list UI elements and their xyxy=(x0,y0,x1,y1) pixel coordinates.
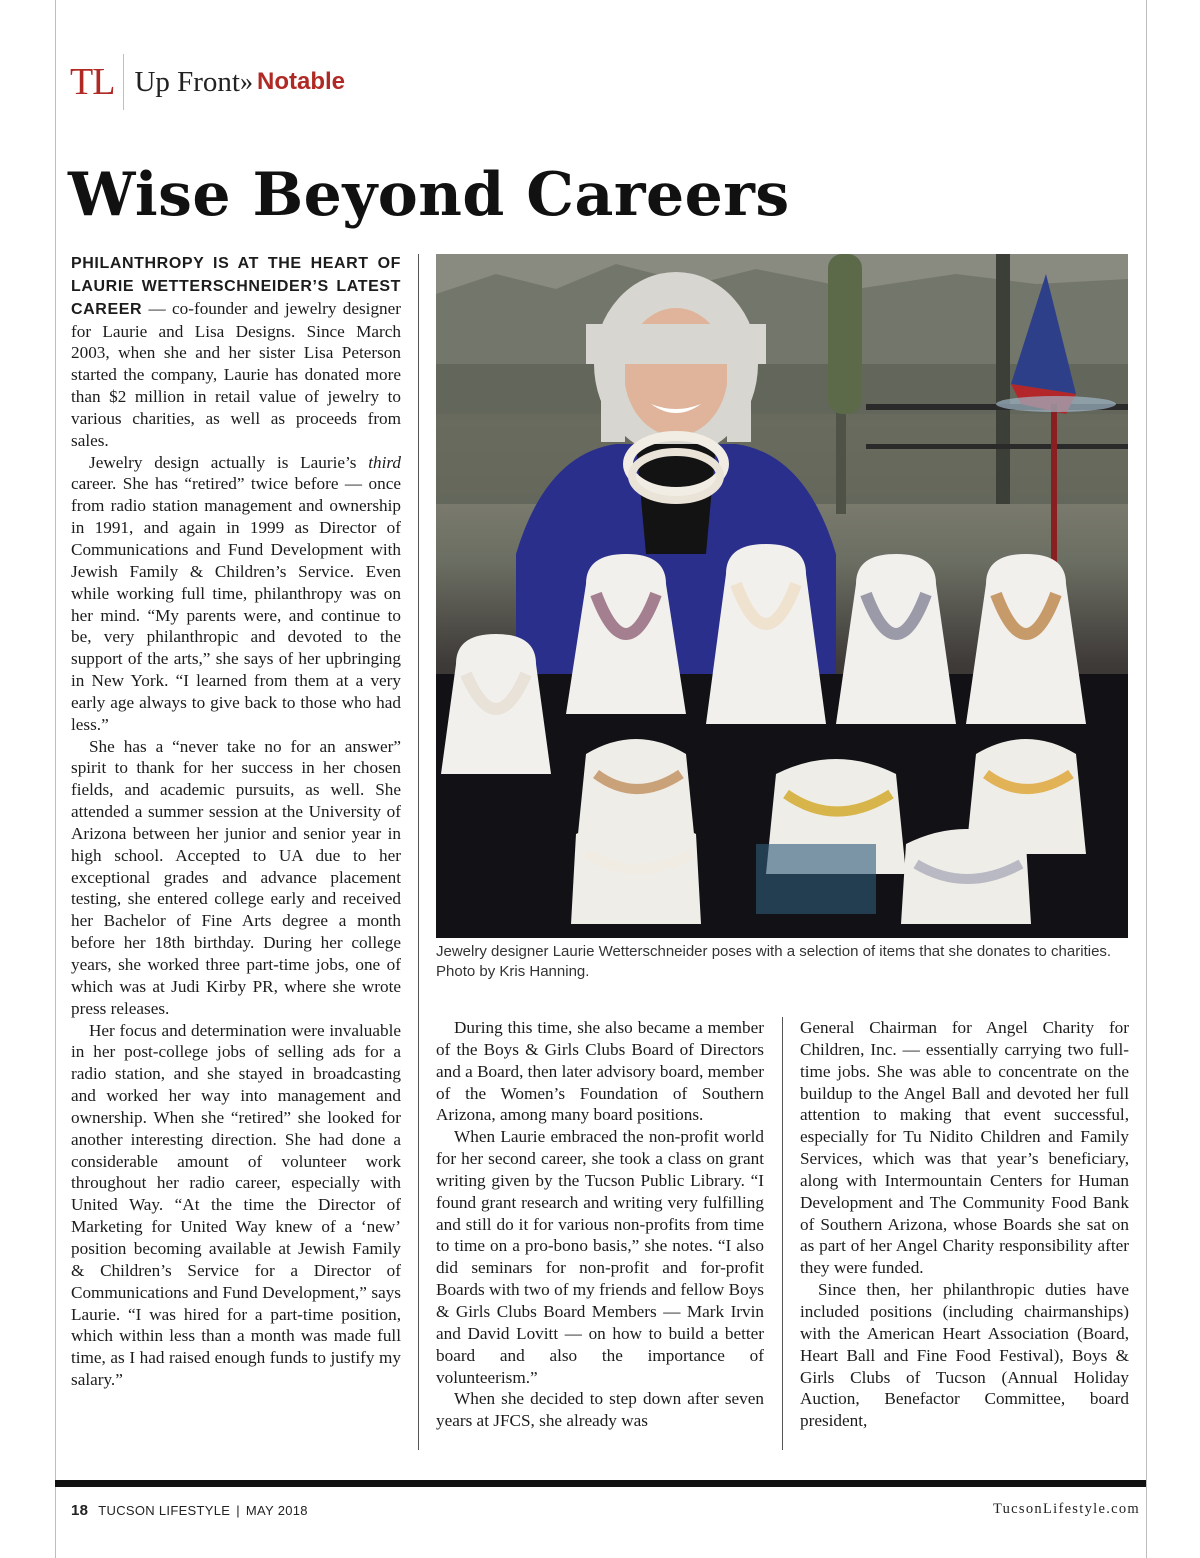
paragraph: Her focus and determination were invaluable in her post-college jobs of selling ads for a radio station, and she stayed in broadcasting and worked her way into management and ownership. When she “retired” she looked for another interesting direction. She had done a considerable amount of volunteer work throughout her radio career, especially with United Way. “At the time the Director of Marketing for United Way knew of a ‘new’ position becoming available at Jewish Family & Children’s Service for a Director of Communications and Fund Development,” says Laurie. “I was hired for a part-time position, which within less than a month was made full time, as I had raised enough funds to justify my salary.” xyxy=(71,1020,401,1390)
photo-caption: Jewelry designer Laurie Wetterschneider poses with a selection of items that she donates to charities. Photo by Kris Hanning. xyxy=(436,943,1112,980)
jewelry-designer-photo xyxy=(436,254,1128,938)
page-margin-rule-left xyxy=(55,0,56,1558)
section-arrow: » xyxy=(239,67,253,96)
article-column-1 xyxy=(71,252,401,1391)
footer-rule xyxy=(55,1480,1146,1487)
page-number: 18 xyxy=(71,1502,89,1519)
article-title: Wise Beyond Careers xyxy=(68,160,790,230)
magazine-name: TUCSON LIFESTYLE xyxy=(98,1503,231,1518)
article-photo xyxy=(436,254,1128,938)
section-header xyxy=(70,52,345,112)
column-divider xyxy=(418,254,419,1450)
article-column-3 xyxy=(800,1017,1129,1432)
issue-date: MAY 2018 xyxy=(245,1503,308,1518)
paragraph: When Laurie embraced the non-profit world for her second career, she took a class on grant writing given by the Tucson Public Library. “I found grant research and writing very fulfilling and still do it for various non-profits from time to time on a pro-bono basis,” she notes. “I also did seminars for non-profit and for-profit Boards with two of my friends and fellow Boys & Girls Clubs Board Members — Mark Irvin and David Lovitt — on how to build a better board and also the importance of volunteerism.” xyxy=(436,1127,764,1387)
article-column-2 xyxy=(436,1017,764,1432)
folio xyxy=(71,1502,308,1519)
paragraph-text: career. She has “retired” twice before — once from radio station management and ownership in 1991, and again in 1999 as Director of Communications and Fund Development with Jewish Family & Children’s Service. Even while working full time, philanthropy was on her mind. “My parents were, and continue to be, very philanthropic and devoted to the support of the arts,” she says of her upbringing in New York. “I learned from them at a very early age always to give back to those who had less.” xyxy=(71,474,401,734)
emphasis: third xyxy=(368,452,401,472)
paragraph xyxy=(71,252,401,452)
header-divider xyxy=(123,54,124,110)
paragraph xyxy=(71,452,401,736)
folio-separator: | xyxy=(236,1503,240,1518)
lead-in: PHILANTHROPY IS AT THE HEART OF LAURIE WETTERSCHNEIDER’S LATEST CAREER xyxy=(71,255,401,318)
paragraph: General Chairman for Angel Charity for Children, Inc. — essentially carrying two full-time jobs. She was able to concentrate on the buildup to the Angel Ball and devoted her full attention to making that event successful, especially for Tu Nidito Children and Family Services, which was that year’s beneficiary, along with Intermountain Centers for Human Development and The Community Food Bank of Southern Arizona, whose Boards she sat on as part of her Angel Charity responsibility after they were funded. xyxy=(800,1018,1129,1278)
paragraph: When she decided to step down after seven years at JFCS, she already was xyxy=(436,1389,764,1431)
section-name: Up Front xyxy=(134,65,240,98)
website-url: TucsonLifestyle.com xyxy=(992,1501,1140,1517)
subsection-name: Notable xyxy=(256,68,345,95)
page-margin-rule-right xyxy=(1146,0,1147,1558)
paragraph-text: Jewelry design actually is Laurie’s xyxy=(89,452,369,472)
paragraph: During this time, she also became a member of the Boys & Girls Clubs Board of Directors and a Board, then later advisory board, member of the Women’s Foundation of Southern Arizona, among many board positions. xyxy=(436,1018,764,1125)
paragraph-text: — co-founder and jewelry designer for Laurie and Lisa Designs. Since March 2003, when she and her sister Lisa Peterson started the company, Laurie has donated more than $2 million in retail value of jewelry to various charities, as well as proceeds from sales. xyxy=(71,298,401,450)
column-divider xyxy=(782,1017,783,1450)
paragraph: She has a “never take no for an answer” spirit to thank for her success in her chosen fields, and academic pursuits, as well. She attended a summer session at the University of Arizona between her junior and senior year in high school. Accepted to UA due to her exceptional grades and advance placement testing, she entered college early and received her Bachelor of Fine Arts degree a month before her 18th birthday. During her college years, she worked three part-time jobs, one of which was at Judi Kirby PR, where she wrote press releases. xyxy=(71,736,401,1018)
paragraph: Since then, her philanthropic duties have included positions (including chairmanships) with the American Heart Association (Board, Heart Ball and Fine Food Festival), Boys & Girls Clubs of Tucson (Annual Holiday Auction, Benefactor Committee, board president, xyxy=(800,1280,1129,1431)
tl-logo: TL xyxy=(70,61,115,103)
